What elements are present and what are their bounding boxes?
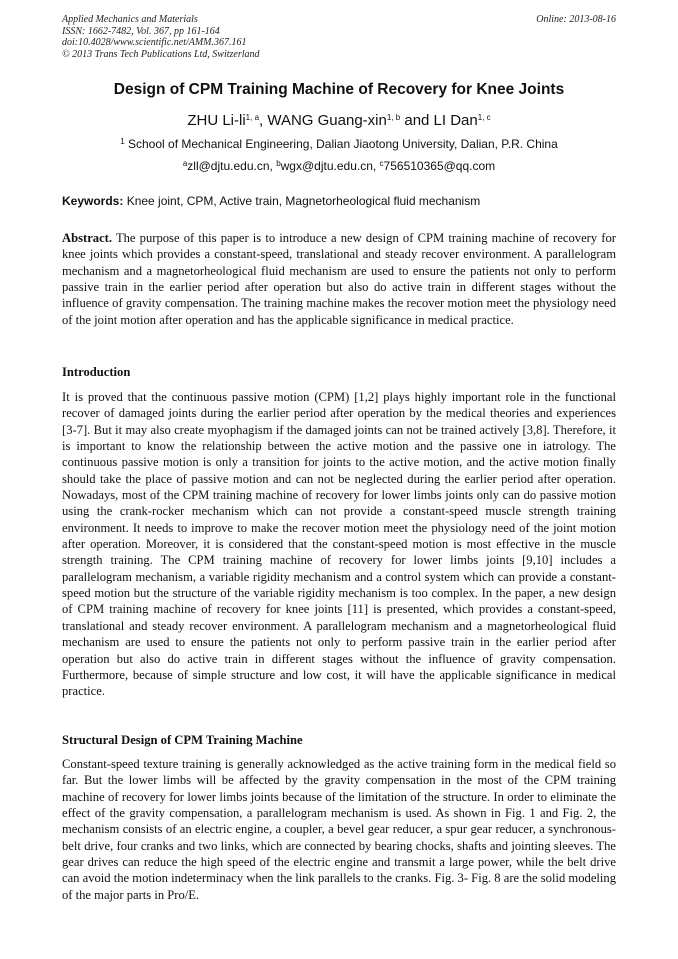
structural-design-paragraph: Constant-speed texture training is generally acknowledged as the active training form in the medical field so far. But the lower limbs will be affected by the gravity compensation in the most of the CPM training machine of recovery for lower limbs joints because of the limitation of the structure. In order to eliminate the effect of the gravity compensation, a parallelogram mechanism is used. As shown in Fig. 1 and Fig. 2, the mechanism consists of an electric engine, a coupler, a bevel gear reducer, a spur gear reducer, a synchronous-belt drive, four cranks and two links, which are connected by bearing chocks, shafts and jointing sleeves. The gear drives can reduce the high speed of the electric engine and transmit a large power, while the belt drive can avoid the motion indeterminacy when the link parallels to the cranks. Fig. 3- Fig. 8 are the solid modeling of the major parts in Pro/E. bbox=[62, 757, 616, 902]
email-list bbox=[62, 159, 616, 174]
section-heading-introduction: Introduction bbox=[62, 365, 131, 379]
abstract-label: Abstract. bbox=[62, 231, 113, 245]
email-link: zll@djtu.edu.cn, bbox=[187, 159, 277, 173]
author-sup: 1, a bbox=[245, 113, 260, 122]
section-heading-structural-design: Structural Design of CPM Training Machine bbox=[62, 733, 303, 747]
keywords-label: Keywords: bbox=[62, 194, 124, 208]
email-link: wgx@djtu.edu.cn, bbox=[280, 159, 380, 173]
issn-line: ISSN: 1662-7482, Vol. 367, pp 161-164 bbox=[62, 25, 220, 37]
author-name: , WANG Guang-xin bbox=[259, 112, 387, 129]
abstract-paragraph bbox=[62, 230, 616, 328]
author-name: and LI Dan bbox=[400, 112, 478, 129]
doi-line: doi:10.4028/www.scientific.net/AMM.367.161 bbox=[62, 37, 247, 48]
affiliation-text: School of Mechanical Engineering, Dalian Jiaotong University, Dalian, P.R. China bbox=[124, 137, 558, 151]
author-name: ZHU Li-li bbox=[187, 112, 246, 129]
copyright-line: © 2013 Trans Tech Publications Ltd, Switzerland bbox=[62, 48, 260, 60]
author-sup: 1, b bbox=[386, 113, 401, 122]
online-date: Online: 2013-08-16 bbox=[536, 14, 616, 25]
paper-title: Design of CPM Training Machine of Recovery for Knee Joints bbox=[113, 81, 565, 98]
author-list bbox=[62, 112, 616, 130]
email-link: 756510365@qq.com bbox=[383, 159, 496, 173]
keywords bbox=[62, 194, 616, 209]
author-sup: 1, c bbox=[477, 113, 491, 122]
affiliation-sup: 1 bbox=[120, 137, 125, 146]
journal-name: Applied Mechanics and Materials bbox=[62, 14, 198, 25]
introduction-paragraph: It is proved that the continuous passive motion (CPM) [1,2] plays highly important role in the functional recover of damaged joints during the earlier period after operation by the medical theories and experiences [3-7]. But it may also create myophagism if the damaged joints can not be trained actively [3,8]. Therefore, it is important to know the relationship between the active motion and the passive one in iatrology. The continuous passive motion is only a transition for joints to the active motion, and the active motion finally should take the place of passive motion and can not be neglected during the earlier period after operation. Nowadays, most of the CPM training machine of recovery for lower limbs joints only can do passive motion using the crank-rocker mechanism which can not provide a constant-speed muscle strength training environment. It needs to improve to make the recover motion meet the physiology need of the joint motion after operation. Moreover, it is considered that the constant-speed motion is most effective in the muscle strength training. The CPM training machine of recovery for lower limbs joints [9,10] includes a parallelogram mechanism, a variable rigidity mechanism and a control system which can provide a constant-speed motion but the structure of the variable rigidity mechanism is too complex. In the paper, a new design of CPM training machine of recovery for knee joints [11] is presented, which provides a constant-speed, translational and steady recover environment. A parallelogram mechanism and a magnetorheological fluid mechanism are used to ensure the patients not only to perform passive train in the earlier period after operation but also do active train in different stages without the influence of gravity compensation. Furthermore, because of simple structure and low cost, it will have the applicable significance in medical practice. bbox=[62, 390, 616, 699]
email-sup: a bbox=[182, 159, 188, 168]
keywords-text: Knee joint, CPM, Active train, Magnetorheological fluid mechanism bbox=[123, 194, 481, 208]
abstract-text: The purpose of this paper is to introduce a new design of CPM training machine of recovery for knee joints which provides a constant-speed, translational and steady recover environment. A parallelogram mechanism and a magnetorheological fluid mechanism are used to ensure the patients not only to perform passive train in the earlier period after operation but also do active train in different stages without the influence of gravity compensation. The training machine makes the recover motion meet the physiology need of the joint motion after operation and has the applicable significance in medical practice. bbox=[62, 231, 616, 327]
journal-header bbox=[62, 14, 260, 60]
email-sup: b bbox=[276, 159, 281, 168]
affiliation bbox=[62, 137, 616, 152]
email-sup: c bbox=[379, 159, 384, 168]
